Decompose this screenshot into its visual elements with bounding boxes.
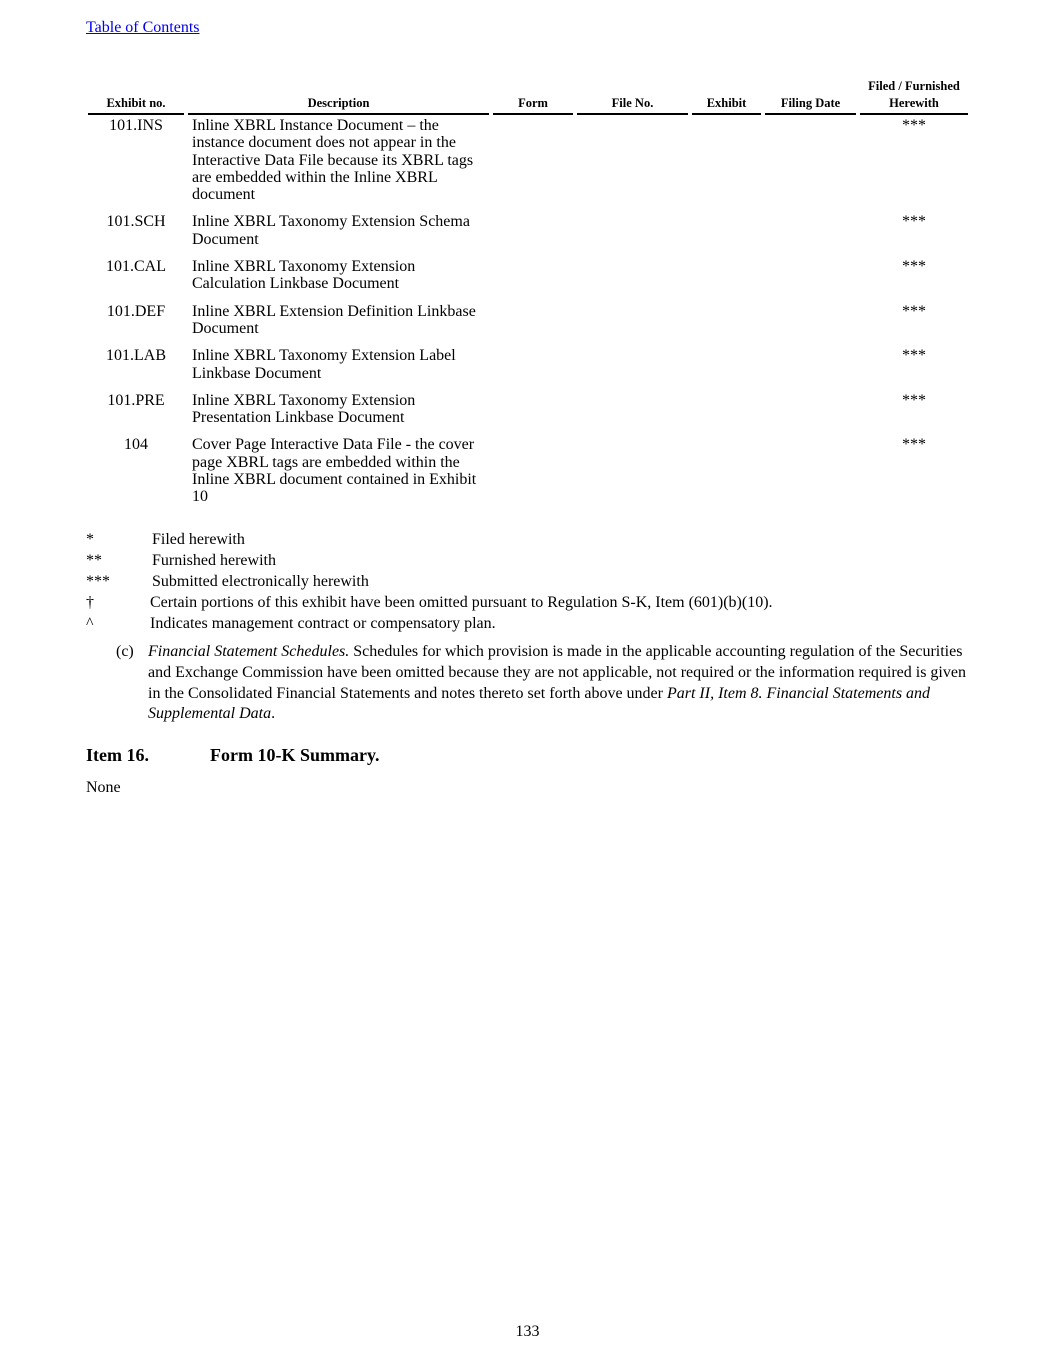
- exhibit-form: [491, 436, 575, 515]
- footnote-symbol: **: [86, 552, 102, 569]
- header-exhibit: Exhibit: [690, 78, 763, 117]
- exhibit-description: Inline XBRL Extension Definition Linkbase Document: [192, 302, 476, 337]
- exhibit-filing-date: [763, 436, 858, 515]
- exhibit-form: [491, 303, 575, 348]
- table-row: [86, 213, 970, 258]
- exhibit-filing-date: [763, 258, 858, 303]
- exhibit-file-no: [575, 213, 690, 258]
- exhibit-number: 101.INS: [109, 117, 163, 134]
- exhibit-number: 101.SCH: [106, 213, 166, 231]
- exhibit-filed-mark: ***: [902, 302, 926, 320]
- header-description: Description: [186, 78, 491, 117]
- exhibit-description: Inline XBRL Taxonomy Extension Schema Document: [192, 213, 470, 248]
- exhibit-ref: [690, 436, 763, 515]
- footnote-text: Furnished herewith: [152, 552, 276, 569]
- exhibit-ref: [690, 213, 763, 258]
- exhibit-file-no: [575, 392, 690, 437]
- exhibit-filed-mark: ***: [902, 117, 926, 134]
- header-filed-furnished: [858, 78, 970, 117]
- exhibit-ref: [690, 258, 763, 303]
- paragraph-text: Schedules for which provision is made in the applicable accounting regulation of the Securities and Exchange Commission have been omitted because they are not applicable, not required or the information required is given in the Consolidated Financial Statements and notes thereto set forth above under: [148, 643, 966, 702]
- exhibit-file-no: [575, 347, 690, 392]
- table-row: [86, 436, 970, 515]
- table-row: [86, 258, 970, 303]
- paragraph-italic-lead: Financial Statement Schedules.: [148, 643, 350, 660]
- exhibit-table: [86, 78, 970, 516]
- table-of-contents-link[interactable]: Table of Contents: [86, 19, 200, 36]
- header-file-no: File No.: [575, 78, 690, 117]
- exhibit-ref: [690, 347, 763, 392]
- exhibit-number: 101.PRE: [107, 391, 165, 409]
- header-form: Form: [491, 78, 575, 117]
- header-filing-date: Filing Date: [763, 78, 858, 117]
- exhibit-file-no: [575, 303, 690, 348]
- financial-statement-schedules-paragraph: [116, 642, 966, 725]
- header-filed-line2: Herewith: [889, 96, 939, 110]
- exhibit-number: 104: [124, 436, 148, 454]
- exhibit-number: 101.CAL: [106, 258, 166, 276]
- table-header-row: [86, 78, 970, 117]
- footnote-text: Indicates management contract or compensatory plan.: [150, 615, 496, 632]
- item-title: Form 10-K Summary.: [210, 745, 380, 765]
- exhibit-description: Inline XBRL Instance Document – the instance document does not appear in the Interactive Data File because its XBRL tags are embedded within the Inline XBRL document: [192, 117, 474, 204]
- exhibit-filing-date: [763, 347, 858, 392]
- footnote-text: Certain portions of this exhibit have been omitted pursuant to Regulation S-K, Item (601)(b)(10).: [150, 594, 773, 611]
- exhibit-form: [491, 392, 575, 437]
- item-number: Item 16.: [86, 745, 149, 765]
- paragraph-body: [148, 642, 966, 725]
- exhibit-filing-date: [763, 117, 858, 213]
- table-row: [86, 392, 970, 437]
- exhibit-form: [491, 213, 575, 258]
- footnote-symbol: ^: [86, 615, 94, 632]
- exhibit-filing-date: [763, 303, 858, 348]
- exhibit-file-no: [575, 258, 690, 303]
- footnote-symbol: †: [86, 594, 94, 611]
- table-row: [86, 303, 970, 348]
- item-16-heading: [86, 745, 380, 766]
- exhibit-filing-date: [763, 392, 858, 437]
- footnote-text: Submitted electronically herewith: [152, 573, 369, 590]
- exhibit-description: Cover Page Interactive Data File - the cover page XBRL tags are embedded within the Inline XBRL document contained in Exhibit 10: [192, 436, 477, 506]
- exhibit-filing-date: [763, 213, 858, 258]
- exhibit-filed-mark: ***: [902, 436, 926, 454]
- paragraph-end: .: [271, 705, 276, 723]
- exhibit-ref: [690, 303, 763, 348]
- footnote-text: Filed herewith: [152, 531, 245, 548]
- exhibit-filed-mark: ***: [902, 391, 926, 409]
- exhibit-filed-mark: ***: [902, 258, 926, 276]
- exhibit-description: Inline XBRL Taxonomy Extension Presentation Linkbase Document: [192, 391, 416, 427]
- paragraph-italic-reference: Part II, Item 8. Financial Statements and Supplemental Data: [148, 684, 931, 723]
- exhibit-ref: [690, 392, 763, 437]
- header-exhibit-no: Exhibit no.: [86, 78, 186, 117]
- page-number: 133: [515, 1323, 540, 1340]
- exhibit-ref: [690, 117, 763, 213]
- exhibit-form: [491, 117, 575, 213]
- exhibit-filed-mark: ***: [902, 213, 926, 231]
- exhibit-number: 101.DEF: [106, 302, 166, 320]
- exhibit-file-no: [575, 117, 690, 213]
- exhibit-form: [491, 347, 575, 392]
- exhibit-description: Inline XBRL Taxonomy Extension Calculation Linkbase Document: [192, 258, 416, 293]
- exhibit-number: 101.LAB: [106, 347, 166, 365]
- paragraph-label: (c): [116, 643, 134, 660]
- footnote-symbol: *: [86, 531, 94, 548]
- exhibit-form: [491, 258, 575, 303]
- exhibit-description: Inline XBRL Taxonomy Extension Label Linkbase Document: [192, 347, 456, 382]
- item-16-body: None: [86, 779, 121, 796]
- table-row: [86, 117, 970, 213]
- table-row: [86, 347, 970, 392]
- exhibit-filed-mark: ***: [902, 347, 926, 365]
- exhibit-file-no: [575, 436, 690, 515]
- footnote-symbol: ***: [86, 573, 110, 590]
- header-filed-line1: Filed / Furnished: [868, 79, 960, 93]
